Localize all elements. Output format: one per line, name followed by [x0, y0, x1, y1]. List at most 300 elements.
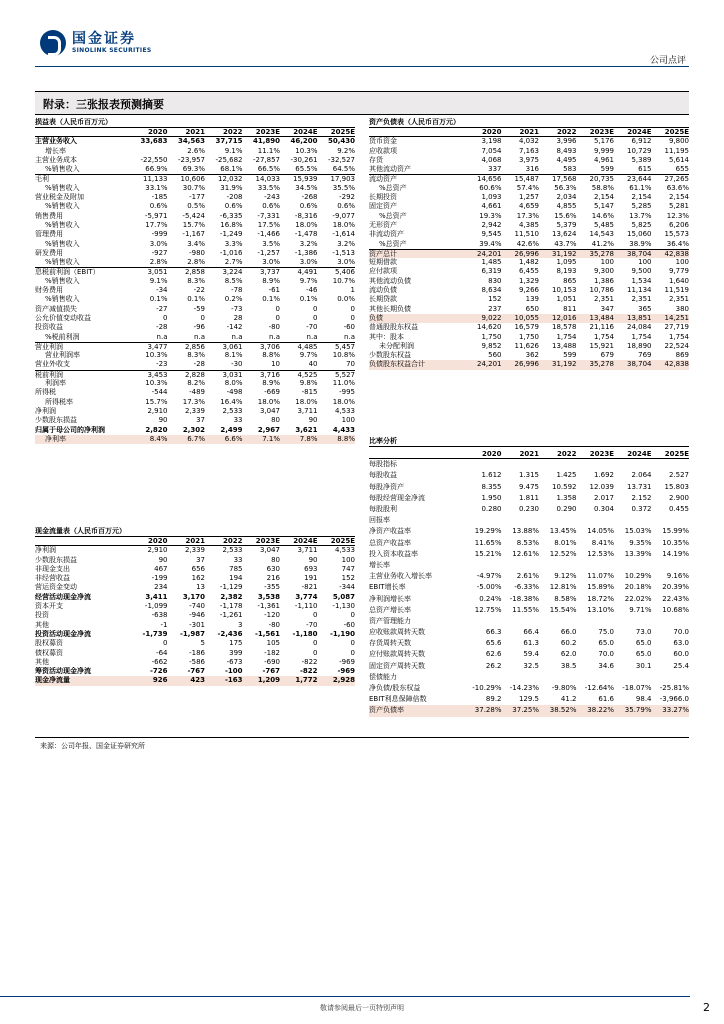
ratios-row-label: 存货周转天数 [369, 639, 411, 648]
balance-year-header-spacer [369, 128, 464, 136]
ratios-cell: 73.0 [635, 628, 652, 637]
income-cell: 17,903 [330, 175, 355, 184]
balance-cell: 1,754 [593, 332, 614, 341]
balance-cell: 2,154 [631, 193, 652, 202]
ratios-cell: -18.07% [622, 684, 652, 693]
balance-row [369, 202, 689, 211]
cashflow-statement-table [35, 526, 355, 686]
income-row [35, 351, 355, 360]
income-cell: 3.0% [149, 239, 168, 248]
balance-row [369, 277, 689, 286]
cashflow-cell: -767 [187, 667, 205, 676]
balance-cell: 316 [525, 165, 539, 174]
ratios-cell: 62.0 [560, 650, 577, 659]
income-cell: 0 [275, 304, 280, 313]
cashflow-row [35, 565, 355, 574]
income-cell: -544 [151, 388, 168, 397]
income-row [35, 277, 355, 286]
balance-year-cell: 2022 [557, 128, 577, 136]
cashflow-cell: 2,910 [147, 546, 168, 555]
income-year-cell: 2021 [185, 128, 205, 136]
company-logo [40, 30, 151, 56]
balance-cell: 4,961 [593, 155, 614, 164]
balance-cell: 560 [488, 351, 502, 360]
income-cell: 18.0% [295, 220, 318, 229]
ratios-cell: 129.5 [518, 695, 539, 704]
income-cell: 50,430 [327, 137, 355, 146]
income-cell: -1,614 [332, 230, 355, 239]
ratios-cell [539, 515, 577, 526]
cashflow-cell: 90 [308, 555, 318, 564]
income-cell: 90 [308, 416, 318, 425]
ratios-cell: 13.45% [549, 527, 577, 536]
ratios-cell [464, 616, 502, 627]
balance-year-cell: 2025E [664, 128, 689, 136]
income-cell: 33,683 [140, 137, 168, 146]
balance-cell: 15,921 [589, 341, 614, 350]
ratios-cell: -10.29% [472, 684, 502, 693]
appendix-banner: 附录：三张报表预测摘要 [35, 91, 689, 115]
income-row [35, 314, 355, 323]
ratios-cell: 11.55% [512, 605, 539, 614]
cashflow-cell: -1,178 [219, 602, 243, 611]
cashflow-cell: 0 [313, 639, 318, 648]
balance-row [369, 174, 689, 183]
cashflow-cell: 656 [191, 564, 205, 573]
ratios-cell: 89.2 [485, 695, 502, 704]
income-cell: 0.2% [224, 295, 243, 304]
ratios-cell: 25.4 [673, 661, 689, 670]
income-cell: -28 [156, 323, 168, 332]
balance-cell: 21,116 [589, 323, 614, 332]
ratios-row [369, 672, 689, 683]
income-cell: -1,466 [257, 230, 280, 239]
ratios-cell [539, 459, 577, 470]
ratios-cell: -4.97% [476, 572, 502, 581]
ratios-year-cell: 2022 [557, 450, 577, 458]
income-row-label: 归属于母公司的净利润 [35, 425, 105, 434]
cashflow-cell: -1,987 [179, 629, 205, 638]
income-cell: 3.0% [262, 258, 280, 267]
income-row [35, 333, 355, 342]
cashflow-year-cell: 2024E [293, 537, 318, 545]
ratios-year-cell: 2024E [627, 450, 652, 458]
ratios-row [369, 515, 689, 526]
ratios-year-header-spacer [369, 450, 464, 458]
income-cell: 2.7% [224, 258, 243, 267]
income-cell: 100 [341, 416, 355, 425]
balance-cell: 12.3% [666, 211, 689, 220]
income-row [35, 221, 355, 230]
ratios-row [369, 705, 689, 716]
balance-cell: 8,493 [556, 146, 577, 155]
ratios-cell: 15.03% [624, 527, 652, 536]
income-cell: 14,033 [255, 175, 280, 184]
cashflow-cell: -64 [156, 648, 168, 657]
ratios-cell [652, 616, 690, 627]
income-cell: -59 [193, 304, 205, 313]
income-cell: 3.2% [337, 239, 355, 248]
cashflow-row [35, 593, 355, 602]
ratios-cell: 12.53% [587, 549, 614, 558]
income-row-label: 少数股东损益 [35, 416, 77, 425]
ratios-year-header [369, 450, 689, 459]
cashflow-cell: -1,561 [254, 629, 280, 638]
income-cell: 8.5% [224, 276, 243, 285]
ratios-cell: 1.425 [556, 471, 577, 480]
balance-cell: 35,278 [589, 249, 614, 258]
ratios-cell: 15.54% [549, 605, 577, 614]
income-cell: 11.1% [257, 146, 280, 155]
cashflow-year-cell: 2025E [330, 537, 355, 545]
income-row-label: 销售费用 [35, 211, 63, 220]
cashflow-cell: 693 [304, 564, 318, 573]
cashflow-cell: 3,774 [295, 592, 318, 601]
cashflow-title: 现金流量表（人民币百万元） [35, 526, 355, 537]
balance-row [369, 165, 689, 174]
balance-title: 资产负债表（人民币百万元） [369, 117, 689, 128]
balance-cell: 769 [638, 351, 652, 360]
balance-cell: 5,176 [593, 137, 614, 146]
income-row-label: 毛利 [35, 175, 49, 184]
cashflow-row-label: 资本开支 [35, 602, 63, 611]
income-cell: 5,406 [334, 268, 355, 277]
cashflow-cell: -186 [189, 648, 205, 657]
balance-cell: 655 [675, 165, 689, 174]
ratios-cell: 62.6 [485, 650, 502, 659]
ratios-row [369, 504, 689, 515]
balance-cell: 2,351 [668, 295, 689, 304]
income-cell: 0.6% [262, 202, 280, 211]
cashflow-row-label: 其他 [35, 657, 49, 666]
ratios-cell: 66.0 [560, 628, 577, 637]
balance-sheet-table [369, 117, 689, 370]
ratios-row [369, 683, 689, 694]
income-cell: 64.5% [332, 165, 355, 174]
balance-cell: 14,620 [477, 323, 502, 332]
balance-row-label: 长期贷款 [369, 295, 397, 304]
balance-year-cell: 2021 [519, 128, 539, 136]
ratios-cell: 0.280 [481, 505, 502, 514]
income-cell: -80 [268, 323, 280, 332]
ratios-cell: 8.01% [554, 538, 577, 547]
balance-cell: 830 [488, 276, 502, 285]
ratios-row [369, 571, 689, 582]
balance-cell: 20,735 [589, 175, 614, 184]
income-cell: -268 [301, 193, 318, 202]
balance-cell: 8,634 [481, 286, 502, 295]
balance-cell: 43.7% [554, 239, 577, 248]
ratios-cell: 10.592 [552, 482, 577, 491]
cashflow-cell: -1,110 [294, 602, 318, 611]
cashflow-row-label: 其他 [35, 620, 49, 629]
cashflow-cell: -969 [339, 657, 355, 666]
cashflow-cell: 162 [191, 574, 205, 583]
income-cell: -927 [151, 248, 168, 257]
balance-cell: 6,206 [668, 220, 689, 229]
ratios-cell: -18.38% [509, 594, 539, 603]
income-cell: 18.0% [332, 397, 355, 406]
income-cell: -34 [156, 286, 168, 295]
income-row [35, 360, 355, 369]
income-cell: 37,715 [215, 137, 243, 146]
balance-cell: 650 [525, 304, 539, 313]
ratios-cell: 38.22% [587, 706, 614, 715]
income-cell: -1,386 [294, 248, 318, 257]
balance-cell: 42,838 [664, 249, 689, 258]
cashflow-cell: -1,180 [292, 629, 318, 638]
income-cell: 40 [308, 360, 318, 369]
ratios-cell: 1.950 [481, 493, 502, 502]
income-cell: 10.8% [332, 351, 355, 360]
ratios-cell: 13.39% [624, 549, 652, 558]
income-cell: 8.4% [149, 434, 168, 443]
cashflow-cell: 3,047 [259, 546, 280, 555]
balance-cell: 6,455 [518, 267, 539, 276]
balance-cell: 9,266 [518, 286, 539, 295]
income-row-label: 主营业务成本 [35, 155, 77, 164]
balance-year-cell: 2024E [627, 128, 652, 136]
ratios-cell [502, 560, 540, 571]
balance-cell: 347 [600, 304, 614, 313]
ratios-cell [652, 459, 690, 470]
income-cell: 1 [350, 286, 355, 295]
income-cell: 4,525 [297, 370, 318, 379]
balance-cell: 39.4% [479, 239, 502, 248]
income-cell: 34.5% [295, 183, 318, 192]
income-row [35, 137, 355, 146]
cashflow-cell: 80 [271, 555, 280, 564]
income-cell: 0 [350, 313, 355, 322]
income-year-cell: 2020 [148, 128, 168, 136]
cashflow-year-cell: 2023E [255, 537, 280, 545]
income-cell: -9,077 [332, 211, 355, 220]
income-cell: 8.0% [224, 379, 243, 388]
ratios-cell: 19.29% [474, 527, 502, 536]
ratios-cell: 0.230 [518, 505, 539, 514]
balance-row-label: 流动负债 [369, 286, 397, 295]
income-cell: 8.8% [337, 434, 355, 443]
cashflow-cell: -70 [306, 620, 318, 629]
balance-cell: 31,192 [552, 360, 577, 369]
balance-row-label: 短期借款 [369, 258, 397, 267]
income-cell: -22 [193, 286, 205, 295]
balance-cell: 38.9% [629, 239, 652, 248]
balance-cell: 2,351 [631, 295, 652, 304]
balance-cell: 4,068 [481, 155, 502, 164]
cashflow-cell: 3,411 [145, 592, 168, 601]
income-row [35, 193, 355, 202]
ratios-cell: 13.88% [512, 527, 539, 536]
income-cell: -1,257 [257, 248, 280, 257]
balance-cell: 3,975 [518, 155, 539, 164]
ratios-cell: 66.4 [523, 628, 539, 637]
income-cell: 0 [313, 304, 318, 313]
balance-row [369, 137, 689, 146]
balance-cell: 869 [675, 351, 689, 360]
balance-cell: 4,495 [556, 155, 577, 164]
income-cell: 10.3% [295, 146, 318, 155]
ratios-row-label: 偿债能力 [369, 672, 397, 681]
balance-row-label: %总资产 [379, 211, 407, 220]
income-cell: 3,621 [295, 425, 318, 434]
income-cell: -669 [264, 388, 280, 397]
income-cell: -1,513 [332, 248, 355, 257]
ratios-cell: -25.81% [659, 684, 689, 693]
income-row-label: 管理费用 [35, 230, 63, 239]
balance-cell: 63.6% [666, 183, 689, 192]
cashflow-row [35, 611, 355, 620]
balance-cell: 9,500 [631, 267, 652, 276]
cashflow-cell: -638 [151, 611, 168, 620]
ratios-cell: 32.5 [523, 661, 539, 670]
balance-row-label: 应付款项 [369, 267, 397, 276]
income-cell: n.a [194, 332, 205, 341]
cashflow-cell: -182 [264, 648, 280, 657]
balance-row [369, 323, 689, 332]
ratios-cell: 98.4 [635, 695, 652, 704]
ratios-cell: 61.3 [523, 639, 539, 648]
balance-year-cell: 2020 [482, 128, 502, 136]
balance-cell: 15,487 [514, 175, 539, 184]
balance-cell: 4,661 [481, 202, 502, 211]
balance-row [369, 333, 689, 342]
cashflow-cell: 37 [196, 555, 205, 564]
income-cell: 9.2% [337, 146, 355, 155]
balance-cell: 5,825 [631, 220, 652, 229]
income-cell: -73 [231, 304, 243, 313]
income-cell: -25,682 [215, 155, 243, 164]
balance-cell: 5,389 [631, 155, 652, 164]
income-row-label: %销售收入 [45, 258, 80, 267]
cashflow-cell: -120 [264, 611, 280, 620]
balance-row [369, 156, 689, 165]
income-cell: 8.3% [187, 351, 205, 360]
income-cell: 0.1% [149, 295, 168, 304]
income-cell: -27,857 [252, 155, 280, 164]
income-cell: 9.7% [299, 351, 318, 360]
ratios-cell: 0.455 [668, 505, 689, 514]
income-cell: 3,061 [222, 342, 243, 351]
balance-year-header [369, 128, 689, 137]
ratios-cell [577, 560, 615, 571]
income-cell: 0 [200, 313, 205, 322]
income-row [35, 212, 355, 221]
income-cell: 15.7% [182, 220, 205, 229]
income-cell: -5,424 [182, 211, 205, 220]
income-title: 损益表（人民币百万元） [35, 117, 355, 128]
cashflow-cell: 100 [341, 555, 355, 564]
balance-cell: 13.7% [629, 211, 652, 220]
income-row [35, 295, 355, 304]
ratios-cell: 0.372 [631, 505, 652, 514]
ratios-row-label: 总资产增长率 [369, 605, 411, 614]
income-row-label: 税前利润 [35, 370, 63, 379]
income-cell: 2,499 [220, 425, 243, 434]
income-cell: 16.4% [220, 397, 243, 406]
income-row [35, 249, 355, 258]
ratios-cell: 38.5 [560, 661, 577, 670]
cashflow-cell: 1,772 [295, 676, 318, 685]
ratios-cell: 15.803 [664, 482, 689, 491]
balance-cell: 22,524 [664, 341, 689, 350]
ratios-cell: -14.23% [509, 684, 539, 693]
cashflow-cell: -301 [189, 620, 205, 629]
ratios-cell: 70.0 [598, 650, 614, 659]
cashflow-cell: 785 [229, 564, 243, 573]
ratios-row-label: 资产管理能力 [369, 616, 411, 625]
balance-cell: 35,278 [589, 360, 614, 369]
ratios-cell: 38.52% [549, 706, 577, 715]
ratios-cell: 61.6 [598, 695, 614, 704]
source-note: 来源：公司年报、国金证券研究所 [40, 742, 145, 750]
cashflow-cell: 33 [233, 555, 243, 564]
balance-cell: 1,754 [668, 332, 689, 341]
income-row [35, 388, 355, 397]
balance-cell: 1,640 [668, 276, 689, 285]
cashflow-cell: 90 [158, 555, 168, 564]
cashflow-cell: 152 [341, 574, 355, 583]
balance-row [369, 342, 689, 351]
balance-cell: 9,852 [481, 341, 502, 350]
cashflow-cell: 234 [154, 583, 168, 592]
income-cell: -999 [151, 230, 168, 239]
ratios-cell: 35.79% [624, 706, 652, 715]
ratios-row-label: 应付账款周转天数 [369, 650, 425, 659]
cashflow-row-label: 筹资活动现金净流 [35, 667, 91, 676]
cashflow-cell: 2,339 [184, 546, 205, 555]
income-row-label: %销售收入 [45, 295, 80, 304]
ratios-cell: 9.71% [629, 605, 652, 614]
balance-cell: 10,786 [589, 286, 614, 295]
ratios-row [369, 560, 689, 571]
balance-row [369, 360, 689, 369]
cashflow-cell: -163 [224, 676, 243, 685]
income-cell: 0.1% [299, 295, 318, 304]
page-number: 2 [703, 1001, 710, 1014]
cashflow-row [35, 658, 355, 667]
balance-cell: 14,656 [477, 175, 502, 184]
balance-cell: 27,719 [664, 323, 689, 332]
income-cell: 10.3% [145, 379, 168, 388]
ratios-cell: 37.28% [474, 706, 502, 715]
income-row [35, 407, 355, 416]
ratios-year-cell: 2023E [589, 450, 614, 458]
income-row-label: %销售收入 [45, 202, 80, 211]
income-year-header [35, 128, 355, 137]
cashflow-year-header [35, 537, 355, 546]
balance-cell: 15,573 [664, 230, 689, 239]
income-row [35, 323, 355, 332]
cashflow-cell: -1,130 [332, 602, 355, 611]
ratios-cell [577, 515, 615, 526]
balance-row-label: 负债 [369, 313, 383, 322]
balance-cell: 152 [488, 295, 502, 304]
balance-cell: 7,054 [481, 146, 502, 155]
income-row-label: %销售收入 [45, 276, 80, 285]
income-cell: 3,051 [147, 268, 168, 277]
cashflow-cell: 3,538 [257, 592, 280, 601]
balance-cell: 7,163 [518, 146, 539, 155]
balance-cell: 57.4% [516, 183, 539, 192]
cashflow-cell: -1,099 [144, 602, 168, 611]
cashflow-row [35, 667, 355, 676]
cashflow-row-label: 现金净流量 [35, 676, 70, 685]
income-cell: 4,485 [297, 342, 318, 351]
ratios-cell [539, 616, 577, 627]
income-row-label: 投资收益 [35, 323, 63, 332]
balance-cell: 13,484 [589, 313, 614, 322]
